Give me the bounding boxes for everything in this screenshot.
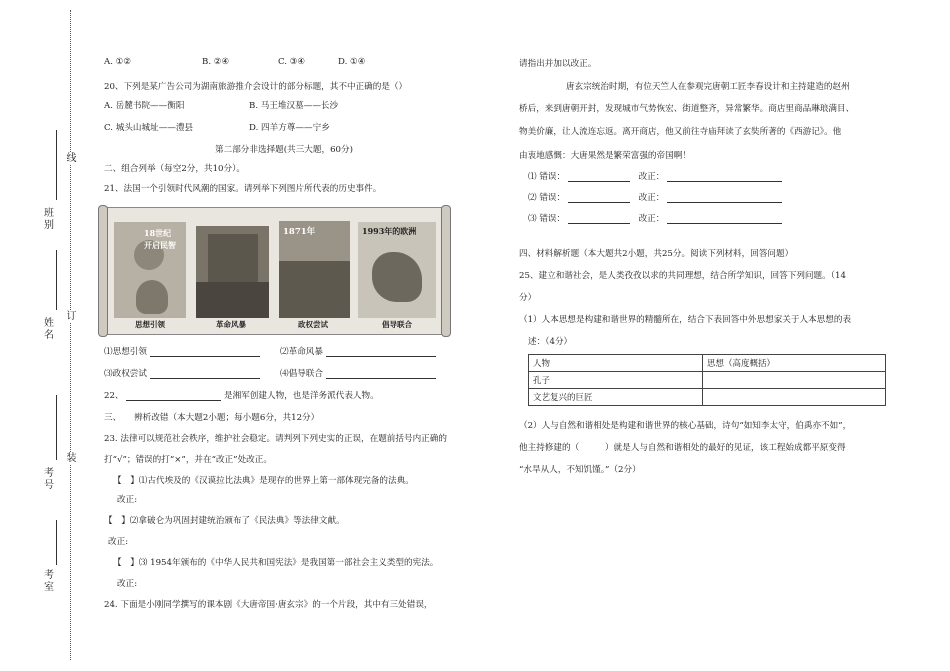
table-cell-person: 文艺复兴的巨匠 — [529, 389, 703, 406]
q25-1-line-2: 述：（4分） — [528, 337, 573, 347]
q21-blank-2 — [280, 345, 436, 357]
table-row — [529, 372, 886, 389]
fix-field-3[interactable] — [667, 214, 782, 224]
class-label: 班别 — [44, 208, 54, 231]
q25-line-1: 25、建立和谐社会，是人类孜孜以求的共同理想，结合所学知识，回答下列问题。（14 — [519, 271, 846, 281]
passage-line-2: 桥后，来到唐朝开封，发现城市气势恢宏、街道整齐，异常繁华。商店里商品琳琅满目、 — [519, 104, 855, 114]
q25-2-line-3: “水旱从人，不知饥馑。”（2分） — [519, 465, 641, 475]
overlay-1871: 1871年 — [283, 227, 316, 237]
thinkers-table — [528, 354, 886, 406]
commune-crowd — [279, 261, 350, 318]
q21-blank-4-label: ⑷倡导联合 — [280, 369, 323, 379]
q21-stem: 21、法国一个引领时代风潮的国家。请列举下列图片所代表的历史事件。 — [104, 184, 382, 194]
table-row — [529, 389, 886, 406]
q25-2-line-2: 他主持修建的（ ）就是人与自然和谐相处的最好的见证，该工程始成都平原变得 — [519, 443, 846, 453]
q23-line-2: 打“√”；错误的打“×”，并在“改正”处改正。 — [104, 455, 272, 465]
bastille-tower — [208, 234, 258, 282]
q22-number: 22、 — [104, 391, 124, 401]
picture-revolution — [196, 226, 269, 318]
passage-line-4: 由衷地感慨：大唐果然是繁荣富强的帝国啊！ — [519, 151, 691, 161]
caption-thought: 思想引领 — [135, 320, 165, 329]
section2-title: 二、组合列举（每空2分，共10分）。 — [104, 164, 246, 174]
q23-correct-1: 改正: — [117, 495, 138, 505]
error-field-1[interactable] — [568, 172, 630, 182]
q23-correct-2: 改正: — [108, 537, 129, 547]
error-label-3: ⑶ 错误： — [528, 214, 566, 224]
q21-answer-field-3[interactable] — [150, 369, 260, 379]
error-label-2: ⑵ 错误： — [528, 193, 566, 203]
q21-answer-field-2[interactable] — [326, 347, 436, 357]
binding-char-bind: 装 — [66, 453, 77, 464]
q23-item-2: 【 】⑵拿破仑为巩固封建统治颁布了《民法典》等法律文献。 — [104, 516, 345, 526]
binding-char-staple: 订 — [66, 311, 77, 322]
error-label-1: ⑴ 错误： — [528, 172, 566, 182]
caption-union: 倡导联合 — [382, 320, 412, 329]
error-row-1 — [528, 170, 782, 182]
fix-field-2[interactable] — [667, 193, 782, 203]
name-field-rule — [56, 250, 57, 310]
q21-blank-4 — [280, 367, 436, 379]
section4-title: 四、材料解析题（本大题共2小题，共25分。阅读下列材料，回答问题） — [519, 249, 794, 259]
portrait-face-bottom — [136, 280, 168, 314]
part2-title: 第二部分非选择题(共三大题，60分) — [215, 145, 353, 155]
caption-regime: 政权尝试 — [298, 320, 328, 329]
q25-line-2: 分） — [519, 293, 537, 303]
error-field-2[interactable] — [568, 193, 630, 203]
q24-line-1: 24. 下面是小刚同学撰写的课本剧《大唐帝国·唐玄宗》的一个片段，其中有三处错误， — [104, 600, 433, 610]
q22-line — [104, 389, 379, 401]
fix-label-3: 改正： — [638, 214, 665, 224]
q19-option-c: C. ③④ — [278, 57, 306, 67]
q22-text: 是湘军创建人物，也是洋务派代表人物。 — [224, 391, 379, 401]
exam-no-label: 考号 — [44, 468, 54, 491]
table-header-row — [529, 355, 886, 372]
caption-revolution: 革命风暴 — [216, 320, 246, 329]
room-label: 考室 — [44, 570, 54, 593]
q20-option-a: A. 岳麓书院——衡阳 — [104, 101, 185, 111]
fix-label-1: 改正： — [638, 172, 665, 182]
table-cell-person: 孔子 — [529, 372, 703, 389]
class-field-rule — [56, 130, 57, 200]
q20-option-d: D. 四羊方尊——宁乡 — [249, 123, 330, 133]
table-header-thought: 思想（高度概括） — [703, 355, 886, 372]
error-row-3 — [528, 212, 782, 224]
q23-item-3: 【 】⑶ 1954年颁布的《中华人民共和国宪法》是我国第一部社会主义类型的宪法。 — [113, 558, 439, 568]
binding-dotted-line — [70, 10, 71, 660]
overlay-18th-century: 18世纪 — [144, 228, 172, 238]
q21-answer-field-4[interactable] — [326, 369, 436, 379]
q23-correct-3: 改正: — [117, 579, 138, 589]
q20-stem: 20、下列是某广告公司为湖南旅游推介会设计的部分标题，其不中正确的是（） — [104, 82, 408, 92]
q21-blank-1-label: ⑴思想引领 — [104, 347, 147, 357]
exam-no-field-rule — [56, 395, 57, 460]
passage-line-1: 唐玄宗统治时期，有位天竺人在参观完唐朝工匠李春设计和主持建造的赵州 — [566, 82, 850, 92]
q21-blank-3-label: ⑶政权尝试 — [104, 369, 147, 379]
q19-option-a: A. ①② — [104, 57, 132, 67]
picture-enlightenment — [114, 222, 186, 318]
table-cell-thought-answer[interactable] — [703, 372, 886, 389]
q19-option-d: D. ①④ — [338, 57, 366, 67]
crowd — [196, 282, 269, 318]
fix-label-2: 改正： — [638, 193, 665, 203]
q24-continuation: 请指出并加以改正。 — [519, 59, 597, 69]
scroll-roll-left — [98, 205, 108, 337]
name-label: 姓名 — [44, 318, 54, 341]
picture-europe-map — [358, 222, 436, 318]
scroll-roll-right — [441, 205, 451, 337]
q23-item-1: 【 】⑴古代埃及的《汉谟拉比法典》是现存的世界上第一部体现完备的法典。 — [113, 476, 414, 486]
q25-1-line-1: （1）人本思想是构建和谐世界的精髓所在，结合下表回答中外思想家关于人本思想的表 — [519, 315, 852, 325]
q22-answer-field[interactable] — [126, 391, 221, 401]
fix-field-1[interactable] — [667, 172, 782, 182]
q25-2-line-1: （2）人与自然和谐相处是构建和谐世界的核心基础，诗句“如知李太守，伯禹亦不如”， — [519, 421, 852, 431]
room-field-rule — [56, 520, 57, 565]
table-header-person: 人物 — [529, 355, 703, 372]
error-field-3[interactable] — [568, 214, 630, 224]
overlay-1993-europe: 1993年的欧洲 — [362, 226, 417, 236]
passage-line-3: 物美价廉，让人流连忘返。离开商店，他又前往寺庙拜读了玄奘所著的《西游记》。他 — [519, 127, 842, 137]
q20-option-c: C. 城头山城址——澧县 — [104, 123, 194, 133]
section3-title: 三、 辨析改错（本大题2小题；每小题6分，共12分） — [104, 413, 320, 423]
q21-blank-2-label: ⑵革命风暴 — [280, 347, 323, 357]
q21-answer-field-1[interactable] — [150, 347, 260, 357]
q23-line-1: 23. 法律可以规范社会秩序，维护社会稳定。请判列下列史实的正误，在题前括号内正确的 — [104, 434, 447, 444]
table-cell-thought-answer[interactable] — [703, 389, 886, 406]
europe-landmass — [372, 252, 422, 302]
q21-blank-1 — [104, 345, 260, 357]
error-row-2 — [528, 191, 782, 203]
q21-blank-3 — [104, 367, 260, 379]
q19-option-b: B. ②④ — [202, 57, 230, 67]
picture-commune — [279, 221, 350, 318]
q20-option-b: B. 马王堆汉墓——长沙 — [249, 101, 339, 111]
binding-char-line: 线 — [66, 153, 77, 164]
overlay-enlighten: 开启民智 — [144, 240, 176, 250]
